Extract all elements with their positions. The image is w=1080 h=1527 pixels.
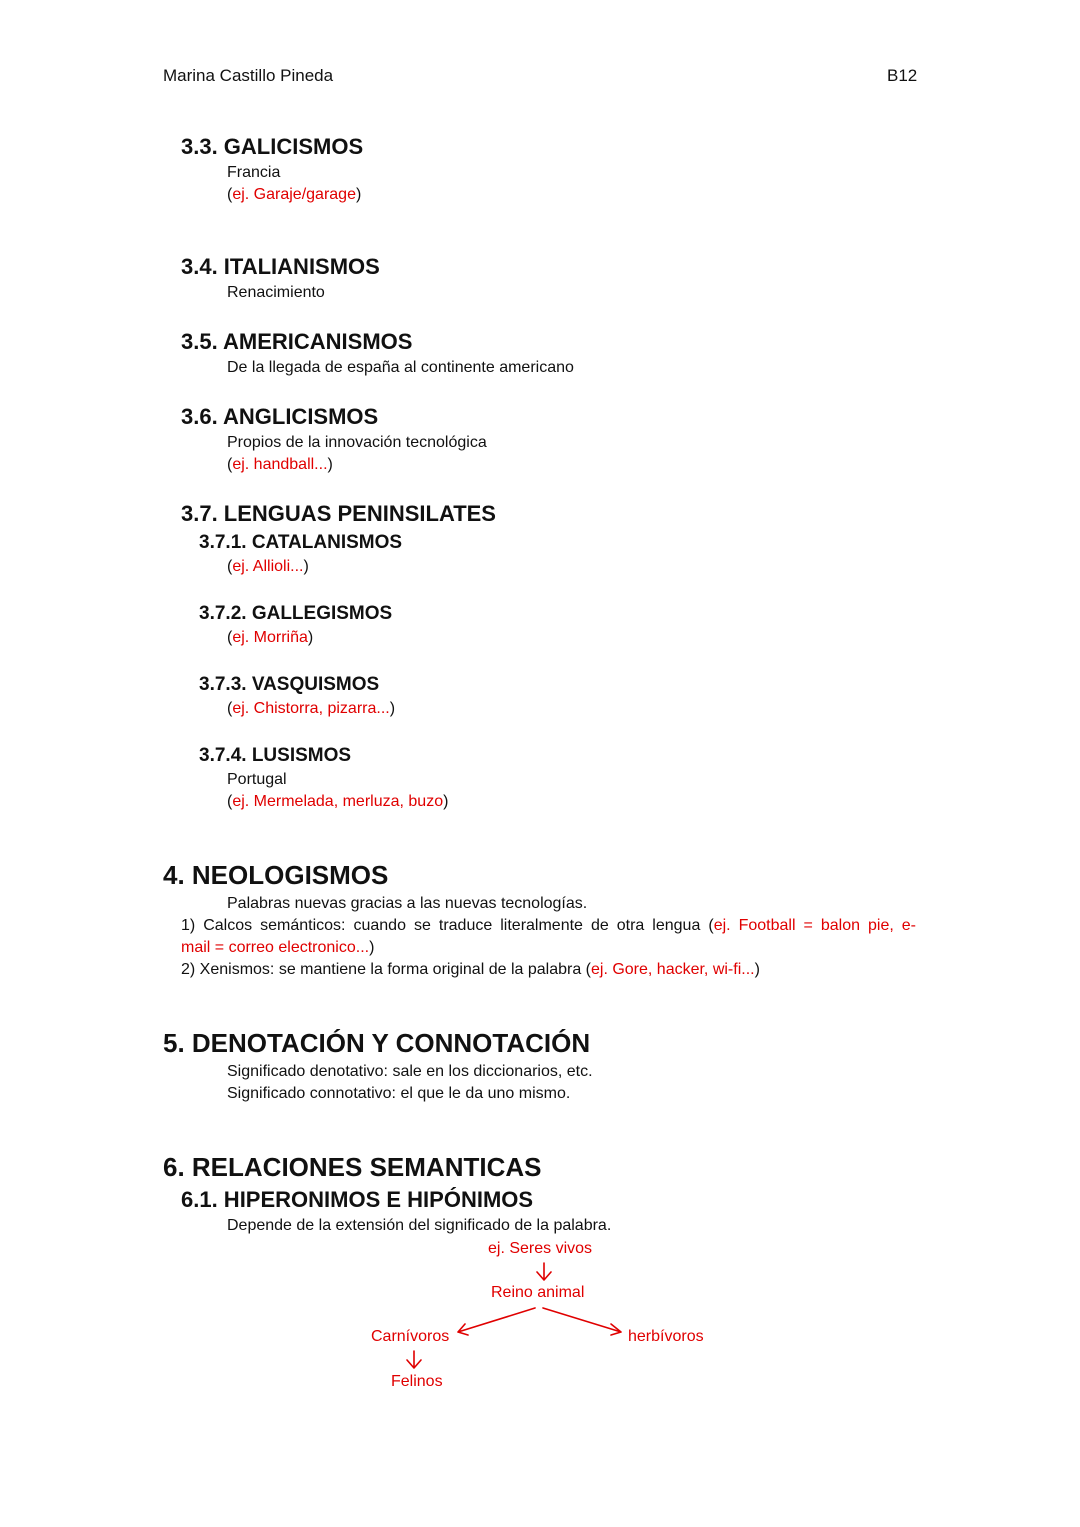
hiperonimos-title: 6.1. HIPERONIMOS E HIPÓNIMOS	[181, 1187, 534, 1212]
section-neologismos-title: 4. NEOLOGISMOS	[163, 860, 389, 890]
anglicismos-example-text: ej. handball...	[232, 456, 328, 473]
arrow-level1-to-left	[458, 1308, 535, 1335]
vasquismos-title: 3.7.3. VASQUISMOS	[199, 674, 380, 695]
vasquismos-example: (ej. Chistorra, pizarra...)	[227, 700, 396, 717]
anglicismos-desc: Propios de la innovación tecnológica	[227, 434, 487, 451]
arrow-left-to-leaf	[407, 1351, 421, 1368]
section-americanismos-title: 3.5. AMERICANISMOS	[181, 329, 413, 354]
lusismos-desc: Portugal	[227, 771, 287, 788]
section-anglicismos-title: 3.6. ANGLICISMOS	[181, 404, 379, 429]
section-galicismos-title: 3.3. GALICISMOS	[181, 134, 364, 159]
gallegismos-example: (ej. Morriña)	[227, 629, 314, 646]
calcos-text: 1) Calcos semánticos: cuando se traduce literalmente de otra lengua (	[181, 917, 714, 934]
tree-level1: Reino animal	[491, 1284, 585, 1301]
galicismos-example: (ej. Garaje/garage)	[227, 186, 362, 203]
galicismos-example-text: ej. Garaje/garage	[232, 186, 356, 203]
lusismos-example: (ej. Mermelada, merluza, buzo)	[227, 793, 449, 810]
author-name: Marina Castillo Pineda	[163, 66, 334, 85]
neologismos-desc: Palabras nuevas gracias a las nuevas tecnologías.	[227, 895, 588, 912]
catalanismos-title: 3.7.1. CATALANISMOS	[199, 532, 403, 553]
italianismos-desc: Renacimiento	[227, 284, 325, 301]
arrow-level1-to-right	[543, 1308, 621, 1335]
tree-right: herbívoros	[628, 1328, 704, 1345]
tree-root: ej. Seres vivos	[488, 1240, 593, 1257]
calcos-example-b: mail = correo electronico...	[181, 939, 370, 956]
arrow-root-to-level1	[537, 1263, 551, 1280]
xenismos-example: ej. Gore, hacker, wi-fi...	[590, 961, 755, 978]
hiperonimos-desc: Depende de la extensión del significado de la palabra.	[227, 1217, 612, 1234]
lusismos-example-text: ej. Mermelada, merluza, buzo	[232, 793, 444, 810]
section-relaciones-title: 6. RELACIONES SEMANTICAS	[163, 1152, 542, 1182]
section-lenguas-title: 3.7. LENGUAS PENINSILATES	[181, 501, 496, 526]
section-denotacion-title: 5. DENOTACIÓN Y CONNOTACIÓN	[163, 1028, 591, 1058]
section-italianismos-title: 3.4. ITALIANISMOS	[181, 254, 380, 279]
page-code: B12	[887, 66, 918, 85]
gallegismos-title: 3.7.2. GALLEGISMOS	[199, 603, 393, 624]
catalanismos-example: (ej. Allioli...)	[227, 558, 309, 575]
vasquismos-example-text: ej. Chistorra, pizarra...	[232, 700, 390, 717]
denotativo-line: Significado denotativo: sale en los diccionarios, etc.	[227, 1063, 593, 1080]
anglicismos-example: (ej. handball...)	[227, 456, 333, 473]
gallegismos-example-text: ej. Morriña	[232, 629, 308, 646]
galicismos-desc: Francia	[227, 164, 281, 181]
americanismos-desc: De la llegada de españa al continente americano	[227, 359, 574, 376]
connotativo-line: Significado connotativo: el que le da uno mismo.	[227, 1085, 571, 1102]
xenismos-text: 2) Xenismos: se mantiene la forma original de la palabra (	[181, 961, 591, 978]
catalanismos-example-text: ej. Allioli...	[232, 558, 304, 575]
calcos-example-a: ej. Football = balon pie, e-	[713, 917, 917, 934]
tree-leaf: Felinos	[391, 1373, 443, 1390]
calcos-line-cont: mail = correo electronico...)	[181, 939, 375, 956]
tree-left: Carnívoros	[371, 1328, 450, 1345]
xenismos-line: 2) Xenismos: se mantiene la forma original de la palabra (ej. Gore, hacker, wi-fi...)	[181, 961, 760, 978]
lusismos-title: 3.7.4. LUSISMOS	[199, 745, 352, 766]
